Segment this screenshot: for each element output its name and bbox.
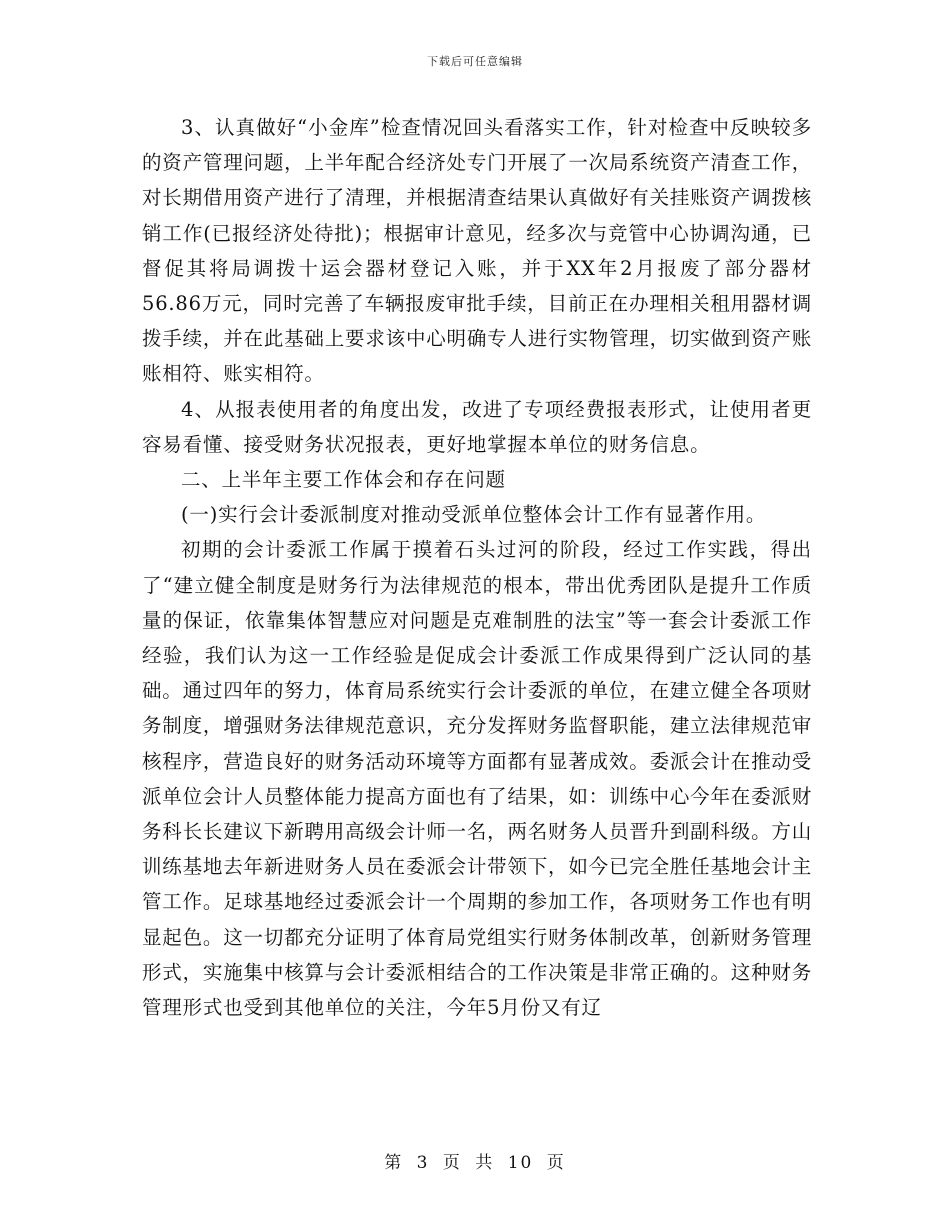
paragraph-body: 初期的会计委派工作属于摸着石头过河的阶段，经过工作实践，得出了“建立健全制度是财务行为法律规范的根本，带出优秀团队是提升工作质量的保证，依靠集体智慧应对问题是克难制胜的法宝”等一套会计委派工作经验，我们认为这一工作经验是促成会计委派工作成果得到广泛认同的基础。通过四年的努力，体育局系统实行会计委派的单位，在建立健全各项财务制度，增强财务法律规范意识，充分发挥财务监督职能，建立法律规范审核程序，营造良好的财务活动环境等方面都有显著成效。委派会计在推动受派单位会计人员整体能力提高方面也有了结果，如：训练中心今年在委派财务科长长建议下新聘用高级会计师一名，两名财务人员晋升到副科级。方山训练基地去年新进财务人员在委派会计带领下，如今已完全胜任基地会计主管工作。足球基地经过委派会计一个周期的参加工作，各项财务工作也有明显起色。这一切都充分证明了体育局党组实行财务体制改革，创新财务管理形式，实施集中核算与会计委派相结合的工作决策是非常正确的。这种财务管理形式也受到其他单位的关注，今年5月份又有辽 [142, 538, 812, 1020]
page-footer [0, 1148, 950, 1173]
document-body [142, 110, 812, 1025]
page-label-prefix: 第 [384, 1153, 404, 1173]
page-label-total-prefix: 共 [475, 1153, 495, 1173]
section-heading: 二、上半年主要工作体会和存在问题 [181, 468, 506, 492]
page-current: 3 [416, 1153, 430, 1173]
header-note: 下载后可任意编辑 [427, 55, 523, 68]
paragraph-item-4: 4、从报表使用者的角度出发，改进了专项经费报表形式，让使用者更容易看懂、接受财务状况报表，更好地掌握本单位的财务信息。 [142, 397, 812, 456]
paragraph-item-3: 3、认真做好“小金库”检查情况回头看落实工作，针对检查中反映较多的资产管理问题，上半年配合经济处专门开展了一次局系统资产清查工作，对长期借用资产进行了清理，并根据清查结果认真做好有关挂账资产调拨核销工作(已报经济处待批)；根据审计意见，经多次与竞管中心协调沟通，已督促其将局调拨十运会器材登记入账，并于XX年2月报废了部分器材56.86万元，同时完善了车辆报废审批手续，目前正在办理相关租用器材调拨手续，并在此基础上要求该中心明确专人进行实物管理，切实做到资产账账相符、账实相符。 [142, 116, 812, 386]
page-total: 10 [507, 1153, 534, 1173]
page-label-suffix: 页 [546, 1153, 566, 1173]
subsection-heading: (一)实行会计委派制度对推动受派单位整体会计工作有显著作用。 [181, 503, 767, 527]
page-label-mid: 页 [442, 1153, 462, 1173]
